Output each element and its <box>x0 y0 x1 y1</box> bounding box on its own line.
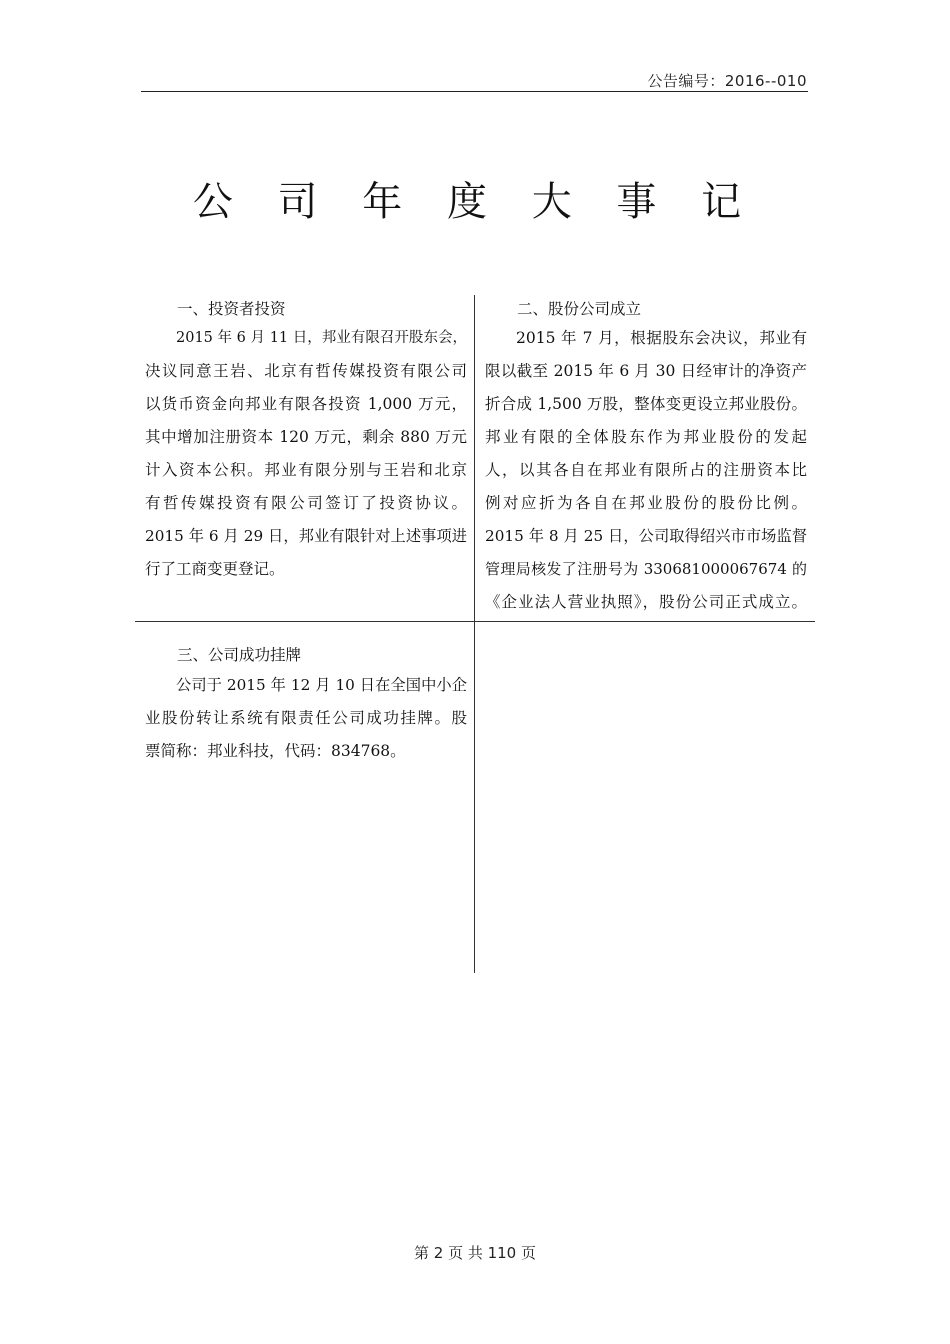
body-line: 2015 年 6 月 11 日，邦业有限召开股东会， <box>176 330 467 346</box>
body-line: 《企业法人营业执照》，股份公司正式成立。 <box>485 593 807 611</box>
section-body <box>485 322 807 619</box>
body-line: 折合成 1,500 万股，整体变更设立邦业股份。 <box>485 395 807 413</box>
body-line: 行了工商变更登记。 <box>145 560 285 578</box>
body-line: 计入资本公积。邦业有限分别与王岩和北京 <box>145 461 467 479</box>
body-line: 业股份转让系统有限责任公司成功挂牌。股 <box>145 709 467 727</box>
body-line: 限以截至 2015 年 6 月 30 日经审计的净资产 <box>485 362 807 380</box>
body-line: 公司于 2015 年 12 月 10 日在全国中小企 <box>176 676 467 694</box>
body-line: 有哲传媒投资有限公司签订了投资协议。 <box>145 494 467 512</box>
body-line: 以货币资金向邦业有限各投资 1,000 万元， <box>145 395 467 413</box>
body-line: 2015 年 7 月，根据股东会决议，邦业有 <box>516 329 807 347</box>
body-line: 邦业有限的全体股东作为邦业股份的发起 <box>485 428 807 446</box>
body-line: 票简称：邦业科技，代码：834768。 <box>145 742 406 760</box>
page-number: 第 2 页 共 110 页 <box>413 1244 536 1262</box>
section-heading: 三、公司成功挂牌 <box>177 646 302 664</box>
body-line: 例对应折为各自在邦业股份的股份比例。 <box>485 494 807 512</box>
page-title: 公 司 年 度 大 事 记 <box>192 179 758 225</box>
body-line: 2015 年 8 月 25 日，公司取得绍兴市市场监督 <box>485 527 807 545</box>
announcement-number: 公告编号：2016--010 <box>647 72 807 90</box>
body-line: 2015 年 6 月 29 日，邦业有限针对上述事项进 <box>145 527 467 545</box>
body-line: 人，以其各自在邦业有限所占的注册资本比 <box>485 461 807 479</box>
column-divider <box>474 295 475 973</box>
section-heading: 一、投资者投资 <box>177 300 286 318</box>
section-body <box>145 669 467 768</box>
header-rule <box>141 91 808 92</box>
body-line: 决议同意王岩、北京有哲传媒投资有限公司 <box>145 362 467 380</box>
section-heading: 二、股份公司成立 <box>517 300 642 318</box>
row-divider <box>135 621 815 622</box>
body-line: 其中增加注册资本 120 万元，剩余 880 万元 <box>145 428 467 446</box>
section-body <box>145 322 467 586</box>
body-line: 管理局核发了注册号为 330681000067674 的 <box>485 560 807 578</box>
